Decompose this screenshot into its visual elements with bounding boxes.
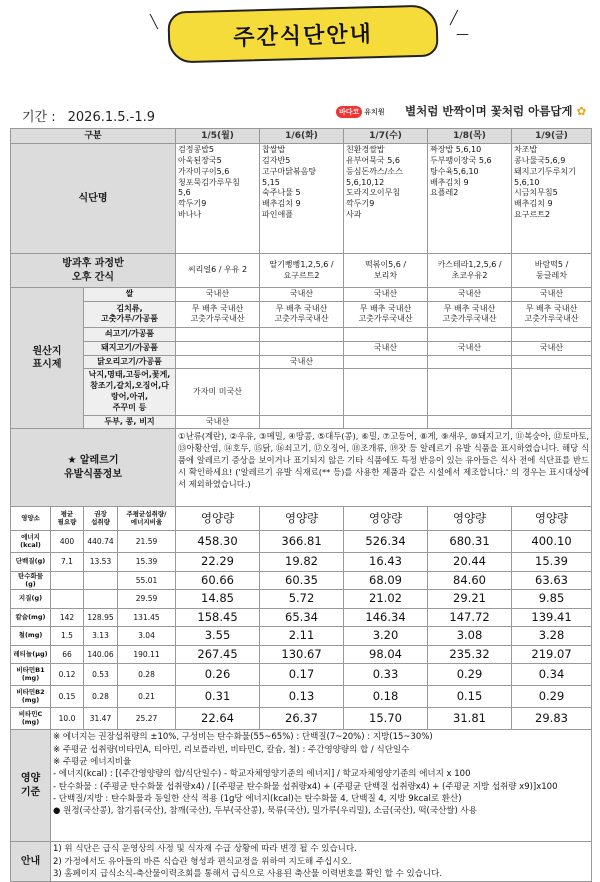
day-header: 1/5(월) — [176, 129, 260, 144]
snack-cell: 씨리얼6 / 우유 2 — [176, 254, 260, 288]
menu-label: 식단명 — [11, 144, 176, 254]
avg-need-value — [51, 590, 84, 609]
origin-cell: 국내산 — [260, 355, 344, 369]
menu-cell: 차조밥 콩나물국5,6,9 돼지고기두루치기 5,6,10 시금치무침5 배추김치 9 요구르트2 — [512, 144, 592, 254]
table-row — [11, 553, 592, 572]
weekly-avg-value: 131.45 — [118, 608, 176, 627]
nutrient-value: 0.15 — [428, 686, 512, 708]
origin-cell — [512, 327, 592, 341]
recommended-value — [84, 590, 118, 609]
daily-amount-header: 영양량 — [260, 507, 344, 531]
origin-cell: 국내산 — [344, 341, 428, 355]
recommended-value: 3.13 — [84, 627, 118, 646]
nutrient-name: 비타민B2 (mg) — [11, 686, 51, 708]
origin-cell — [344, 327, 428, 341]
daily-amount-header: 영양량 — [428, 507, 512, 531]
origin-cell — [344, 355, 428, 369]
nutrient-value: 26.37 — [260, 708, 344, 730]
nutri-note: ※ 주평균 섭취량(비타민A, 티아민, 리보플라빈, 비타민C, 칼슘, 철) : 주간영양량의 합 / 식단일수 — [53, 744, 410, 755]
recommended-value: 0.53 — [84, 664, 118, 686]
origin-cell: 무 배추 국내산 고춧가루국내산 — [512, 301, 592, 327]
origin-cell: 국내산 — [176, 288, 260, 302]
nutrient-value: 158.45 — [176, 608, 260, 627]
logo — [336, 104, 385, 120]
weekly-avg-value: 190.11 — [118, 645, 176, 664]
allergy-info: ①난류(계란), ②우유, ③메밀, ④땅콩, ⑤대두(콩), ⑥밀, ⑦고등어, ⑧게, ⑨새우, ⑩돼지고기, ⑪복숭아, ⑫토마토, ⑬아황산염, ⑭호두, ⑮닭, ⑯쇠고기, ⑰오징어, ⑱조개류, ⑲잣 등 알레르기 유발 식품을 표시하였습니다. 해당 식품에 알레르기 증상을 보이거나 표기되지 않은 기타 식품에도 특정 반응이 있는 유아들은 식사 전에 식단표를 반드시 확인하세요! ('알레르기 유발 식재료(** 등)를 사용한 제품과 같은 시설에서 제조합니다.' 의 경우는 표시대상에서 제외하였습니다.) — [176, 429, 592, 507]
origin-cell — [512, 415, 592, 429]
recommended-header: 권장 섭취량 — [84, 507, 118, 531]
origin-cell: 국내산 — [344, 288, 428, 302]
period-label: 기간 : — [22, 110, 56, 125]
nutrient-value: 267.45 — [176, 645, 260, 664]
recommended-value: 440.74 — [84, 531, 118, 553]
nutrient-value: 22.29 — [176, 553, 260, 572]
origin-cell — [428, 415, 512, 429]
origin-cell — [344, 415, 428, 429]
nutrient-value: 3.55 — [176, 627, 260, 646]
origin-cell — [344, 369, 428, 415]
nutri-label: 영양 기준 — [11, 730, 51, 842]
origin-cell — [428, 355, 512, 369]
nutrient-value: 3.20 — [344, 627, 428, 646]
nutrient-value: 219.07 — [512, 645, 592, 664]
origin-category: 낙지,명태,고등어,꽃게, 참조기,갈치,오징어,다 랑어,아귀, 주꾸미 등 — [84, 369, 176, 415]
table-row — [11, 341, 592, 355]
table-row — [11, 571, 592, 590]
nutrient-value: 14.85 — [176, 590, 260, 609]
table-row — [11, 507, 592, 531]
weekly-avg-value: 25.27 — [118, 708, 176, 730]
origin-category: 쇠고기/가공품 — [84, 327, 176, 341]
nutri-note: - 탄수화물 : (주평균 탄수화물 섭취량x4) / [(주평균 탄수화물 섭취량x4) + (주평균 단백질 섭취량x4) + (주평균 지방 섭취량 x9)]x100 — [53, 781, 558, 792]
nutrient-value: 19.82 — [260, 553, 344, 572]
nutrient-value: 84.60 — [428, 571, 512, 590]
nutrient-name: 칼슘(mg) — [11, 608, 51, 627]
weekly-avg-value: 0.21 — [118, 686, 176, 708]
nutrient-value: 147.72 — [428, 608, 512, 627]
origin-cell: 국내산 — [176, 415, 260, 429]
nutrient-name: 비타민C (mg) — [11, 708, 51, 730]
nutrient-value: 0.31 — [176, 686, 260, 708]
origin-cell — [512, 355, 592, 369]
nutrient-value: 22.64 — [176, 708, 260, 730]
origin-cell: 가자미 미국산 — [176, 369, 260, 415]
table-row — [11, 144, 592, 254]
recommended-value — [84, 571, 118, 590]
origin-cell — [428, 369, 512, 415]
table-row — [11, 590, 592, 609]
logo-badge: 바다코 — [336, 106, 362, 118]
table-row — [11, 301, 592, 327]
nutri-note: ● 원정(국산콩), 참기름(국산), 참깨(국산), 두부(국산콩), 묵류(국산), 밀가루(우리밀), 소금(국산), 떡(국산쌀) 사용 — [53, 806, 477, 817]
allergy-label: ★ 알레르기 유발식품정보 — [11, 429, 176, 507]
guide-note: 2) 가정에서도 유아들의 바른 식습관 형성과 편식교정을 위하여 지도해 주십시오. — [53, 856, 352, 867]
weekly-avg-header: 주평균섭취량/ 에너지비율 — [118, 507, 176, 531]
origin-category: 두부, 콩, 비지 — [84, 415, 176, 429]
guide-notes — [51, 842, 592, 882]
weekly-avg-value: 21.59 — [118, 531, 176, 553]
title-banner — [167, 4, 438, 63]
recommended-value: 31.47 — [84, 708, 118, 730]
nutrient-value: 68.09 — [344, 571, 428, 590]
weekly-avg-value: 15.39 — [118, 553, 176, 572]
nutrient-value: 29.21 — [428, 590, 512, 609]
sparkle-icon: ╱ — [450, 11, 458, 26]
table-row — [11, 708, 592, 730]
origin-cell — [260, 415, 344, 429]
origin-cell: 국내산 — [428, 341, 512, 355]
origin-cell — [428, 327, 512, 341]
origin-cell — [176, 355, 260, 369]
snack-cell: 딸기뻥뻥1,2,5,6 / 요구르트2 — [260, 254, 344, 288]
nutri-note: - 단백질/지방 : 탄수화물과 동일한 산식 적용 (1g당 에너지(kcal)는 탄수화물 4, 단백질 4, 지방 9kcal로 환산) — [53, 794, 462, 805]
avg-need-value: 142 — [51, 608, 84, 627]
origin-category: 닭오리고기/가공품 — [84, 355, 176, 369]
nutrient-value: 3.08 — [428, 627, 512, 646]
table-row — [11, 129, 592, 144]
nutrient-name: 지질(g) — [11, 590, 51, 609]
nutrient-value: 526.34 — [344, 531, 428, 553]
avg-need-value: 7.1 — [51, 553, 84, 572]
nutrient-value: 458.30 — [176, 531, 260, 553]
meal-plan-table — [10, 128, 592, 882]
origin-cell — [260, 327, 344, 341]
nutrient-name: 탄수화물 (g) — [11, 571, 51, 590]
origin-cell: 국내산 — [512, 341, 592, 355]
table-row — [11, 327, 592, 341]
nutrient-value: 98.04 — [344, 645, 428, 664]
nutrient-name: 에너지 (kcal) — [11, 531, 51, 553]
nutrient-value: 0.17 — [260, 664, 344, 686]
menu-cell: 짜장밥 5,6,10 두부팽이장국 5,6 탕수육5,6,10 배추김치 9 요플레2 — [428, 144, 512, 254]
daily-amount-header: 영양량 — [512, 507, 592, 531]
nutrient-value: 0.34 — [512, 664, 592, 686]
nutrient-name: 비타민B1 (mg) — [11, 664, 51, 686]
day-header: 1/9(금) — [512, 129, 592, 144]
origin-category: 김치류, 고춧가루/가공품 — [84, 301, 176, 327]
table-row — [11, 645, 592, 664]
nutrient-value: 65.34 — [260, 608, 344, 627]
table-row — [11, 842, 592, 882]
snack-label: 방과후 과정반 오후 간식 — [11, 254, 176, 288]
nutrient-value: 0.13 — [260, 686, 344, 708]
avg-need-value: 0.12 — [51, 664, 84, 686]
table-row — [11, 730, 592, 842]
nutrient-value: 680.31 — [428, 531, 512, 553]
nutrient-name: 단백질(g) — [11, 553, 51, 572]
daily-amount-header: 영양량 — [344, 507, 428, 531]
period-value: 2026.1.5.-1.9 — [67, 110, 156, 125]
sparkle-icon: — — [456, 27, 469, 42]
guide-note: 3) 홈페이지 급식소식-축산물이력조회를 통해서 급식으로 사용된 축산물 이력번호를 확인 할 수 있습니다. — [53, 869, 443, 880]
snack-cell: 떡볶이5,6 / 보리차 — [344, 254, 428, 288]
menu-cell: 친환경쌀밥 유부어묵국 5,6 등심돈까스/소스 5,6,10,12 도라지오이무침 깍두기9 사과 — [344, 144, 428, 254]
snack-cell: 카스테라1,2,5,6 / 초코우유2 — [428, 254, 512, 288]
nutrient-value: 2.11 — [260, 627, 344, 646]
nutrient-header: 영양소 — [11, 507, 51, 531]
table-row — [11, 288, 592, 302]
nutrient-value: 15.70 — [344, 708, 428, 730]
table-row — [11, 627, 592, 646]
nutrient-value: 15.39 — [512, 553, 592, 572]
origin-label: 원산지 표시제 — [11, 288, 84, 429]
nutrient-value: 0.29 — [428, 664, 512, 686]
avg-need-value: 66 — [51, 645, 84, 664]
nutrient-value: 0.33 — [344, 664, 428, 686]
snack-cell: 바람떡5 / 둥글레차 — [512, 254, 592, 288]
nutrient-value: 0.29 — [512, 686, 592, 708]
menu-cell: 찹쌀밥 김자반5 고구마닭볶음탕 5,15 숙주나물 5 배추김치 9 파인애플 — [260, 144, 344, 254]
avg-need-value: 0.15 — [51, 686, 84, 708]
table-row — [11, 369, 592, 415]
day-header: 1/6(화) — [260, 129, 344, 144]
origin-cell — [176, 341, 260, 355]
table-row — [11, 664, 592, 686]
nutrient-value: 29.83 — [512, 708, 592, 730]
table-row — [11, 355, 592, 369]
weekly-avg-value: 0.28 — [118, 664, 176, 686]
table-row — [11, 429, 592, 507]
origin-cell: 국내산 — [428, 288, 512, 302]
daily-amount-header: 영양량 — [176, 507, 260, 531]
nutrient-value: 60.66 — [176, 571, 260, 590]
slogan — [405, 103, 586, 119]
nutrient-value: 16.43 — [344, 553, 428, 572]
table-row — [11, 608, 592, 627]
origin-cell — [260, 369, 344, 415]
avg-need-value: 1.5 — [51, 627, 84, 646]
nutrient-value: 63.63 — [512, 571, 592, 590]
avg-need-header: 평균 필요량 — [51, 507, 84, 531]
recommended-value: 140.06 — [84, 645, 118, 664]
day-header: 1/8(목) — [428, 129, 512, 144]
nutri-note: ※ 에너지는 권장섭취량의 ±10%, 구성비는 탄수화물(55~65%) : 단백질(7~20%) : 지방(15~30%) — [53, 732, 433, 743]
nutrient-value: 0.26 — [176, 664, 260, 686]
header-gubun: 구분 — [11, 129, 176, 144]
nutrient-value: 146.34 — [344, 608, 428, 627]
origin-cell — [260, 341, 344, 355]
weekly-avg-value: 29.59 — [118, 590, 176, 609]
day-header: 1/7(수) — [344, 129, 428, 144]
guide-label: 안내 — [11, 842, 51, 882]
nutrient-value: 5.72 — [260, 590, 344, 609]
logo-text: 유치원 — [364, 108, 385, 116]
origin-category: 쌀 — [84, 288, 176, 302]
nutrient-value: 21.02 — [344, 590, 428, 609]
origin-cell — [512, 369, 592, 415]
origin-cell: 무 배추 국내산 고춧가루국내산 — [260, 301, 344, 327]
slogan-text: 별처럼 반짝이며 꽃처럼 아름답게 — [405, 104, 573, 118]
table-row — [11, 686, 592, 708]
table-row — [11, 254, 592, 288]
nutrient-value: 60.35 — [260, 571, 344, 590]
avg-need-value: 10.0 — [51, 708, 84, 730]
nutrient-value: 31.81 — [428, 708, 512, 730]
origin-cell: 무 배추 국내산 고춧가루국내산 — [428, 301, 512, 327]
nutrient-value: 20.44 — [428, 553, 512, 572]
origin-category: 돼지고기/가공품 — [84, 341, 176, 355]
origin-cell: 국내산 — [260, 288, 344, 302]
nutri-note: - 에너지(kcal) : [(주간영양량의 합/식단일수) - 학교자체영양기준의 에너지] / 학교자체영양기준의 에너지 x 100 — [53, 769, 471, 780]
sparkle-icon: ╲ — [150, 15, 158, 30]
avg-need-value — [51, 571, 84, 590]
nutrient-value: 9.85 — [512, 590, 592, 609]
origin-cell: 국내산 — [512, 288, 592, 302]
page-title: 주간식단안내 — [232, 21, 374, 51]
nutrient-value: 130.67 — [260, 645, 344, 664]
origin-cell: 무 배추 국내산 고춧가루국내산 — [176, 301, 260, 327]
nutrient-value: 400.10 — [512, 531, 592, 553]
nutrient-value: 139.41 — [512, 608, 592, 627]
weekly-avg-value: 55.01 — [118, 571, 176, 590]
nutrient-name: 레티놀(µg) — [11, 645, 51, 664]
nutri-notes — [51, 730, 592, 842]
nutri-note: ※ 주평균 에너지비율 — [53, 757, 132, 768]
weekly-avg-value: 3.04 — [118, 627, 176, 646]
table-row — [11, 531, 592, 553]
guide-note: 1) 위 식단은 급식 운영상의 사정 및 식자재 수급 상황에 따라 변경 될 수 있습니다. — [53, 844, 357, 855]
recommended-value: 128.95 — [84, 608, 118, 627]
nutrient-value: 235.32 — [428, 645, 512, 664]
nutrient-value: 0.18 — [344, 686, 428, 708]
avg-need-value: 400 — [51, 531, 84, 553]
nutrient-value: 366.81 — [260, 531, 344, 553]
recommended-value: 0.28 — [84, 686, 118, 708]
recommended-value: 13.53 — [84, 553, 118, 572]
period — [22, 106, 155, 125]
flower-icon: ✿ — [576, 104, 587, 118]
nutrient-name: 철(mg) — [11, 627, 51, 646]
menu-cell: 검정콩밥5 아욱된장국5 가자미구이5,6 청포묵김가루무침 5,6 깍두기9 바나나 — [176, 144, 260, 254]
origin-cell — [176, 327, 260, 341]
nutrient-value: 3.28 — [512, 627, 592, 646]
origin-cell: 무 배추 국내산 고춧가루국내산 — [344, 301, 428, 327]
table-row — [11, 415, 592, 429]
